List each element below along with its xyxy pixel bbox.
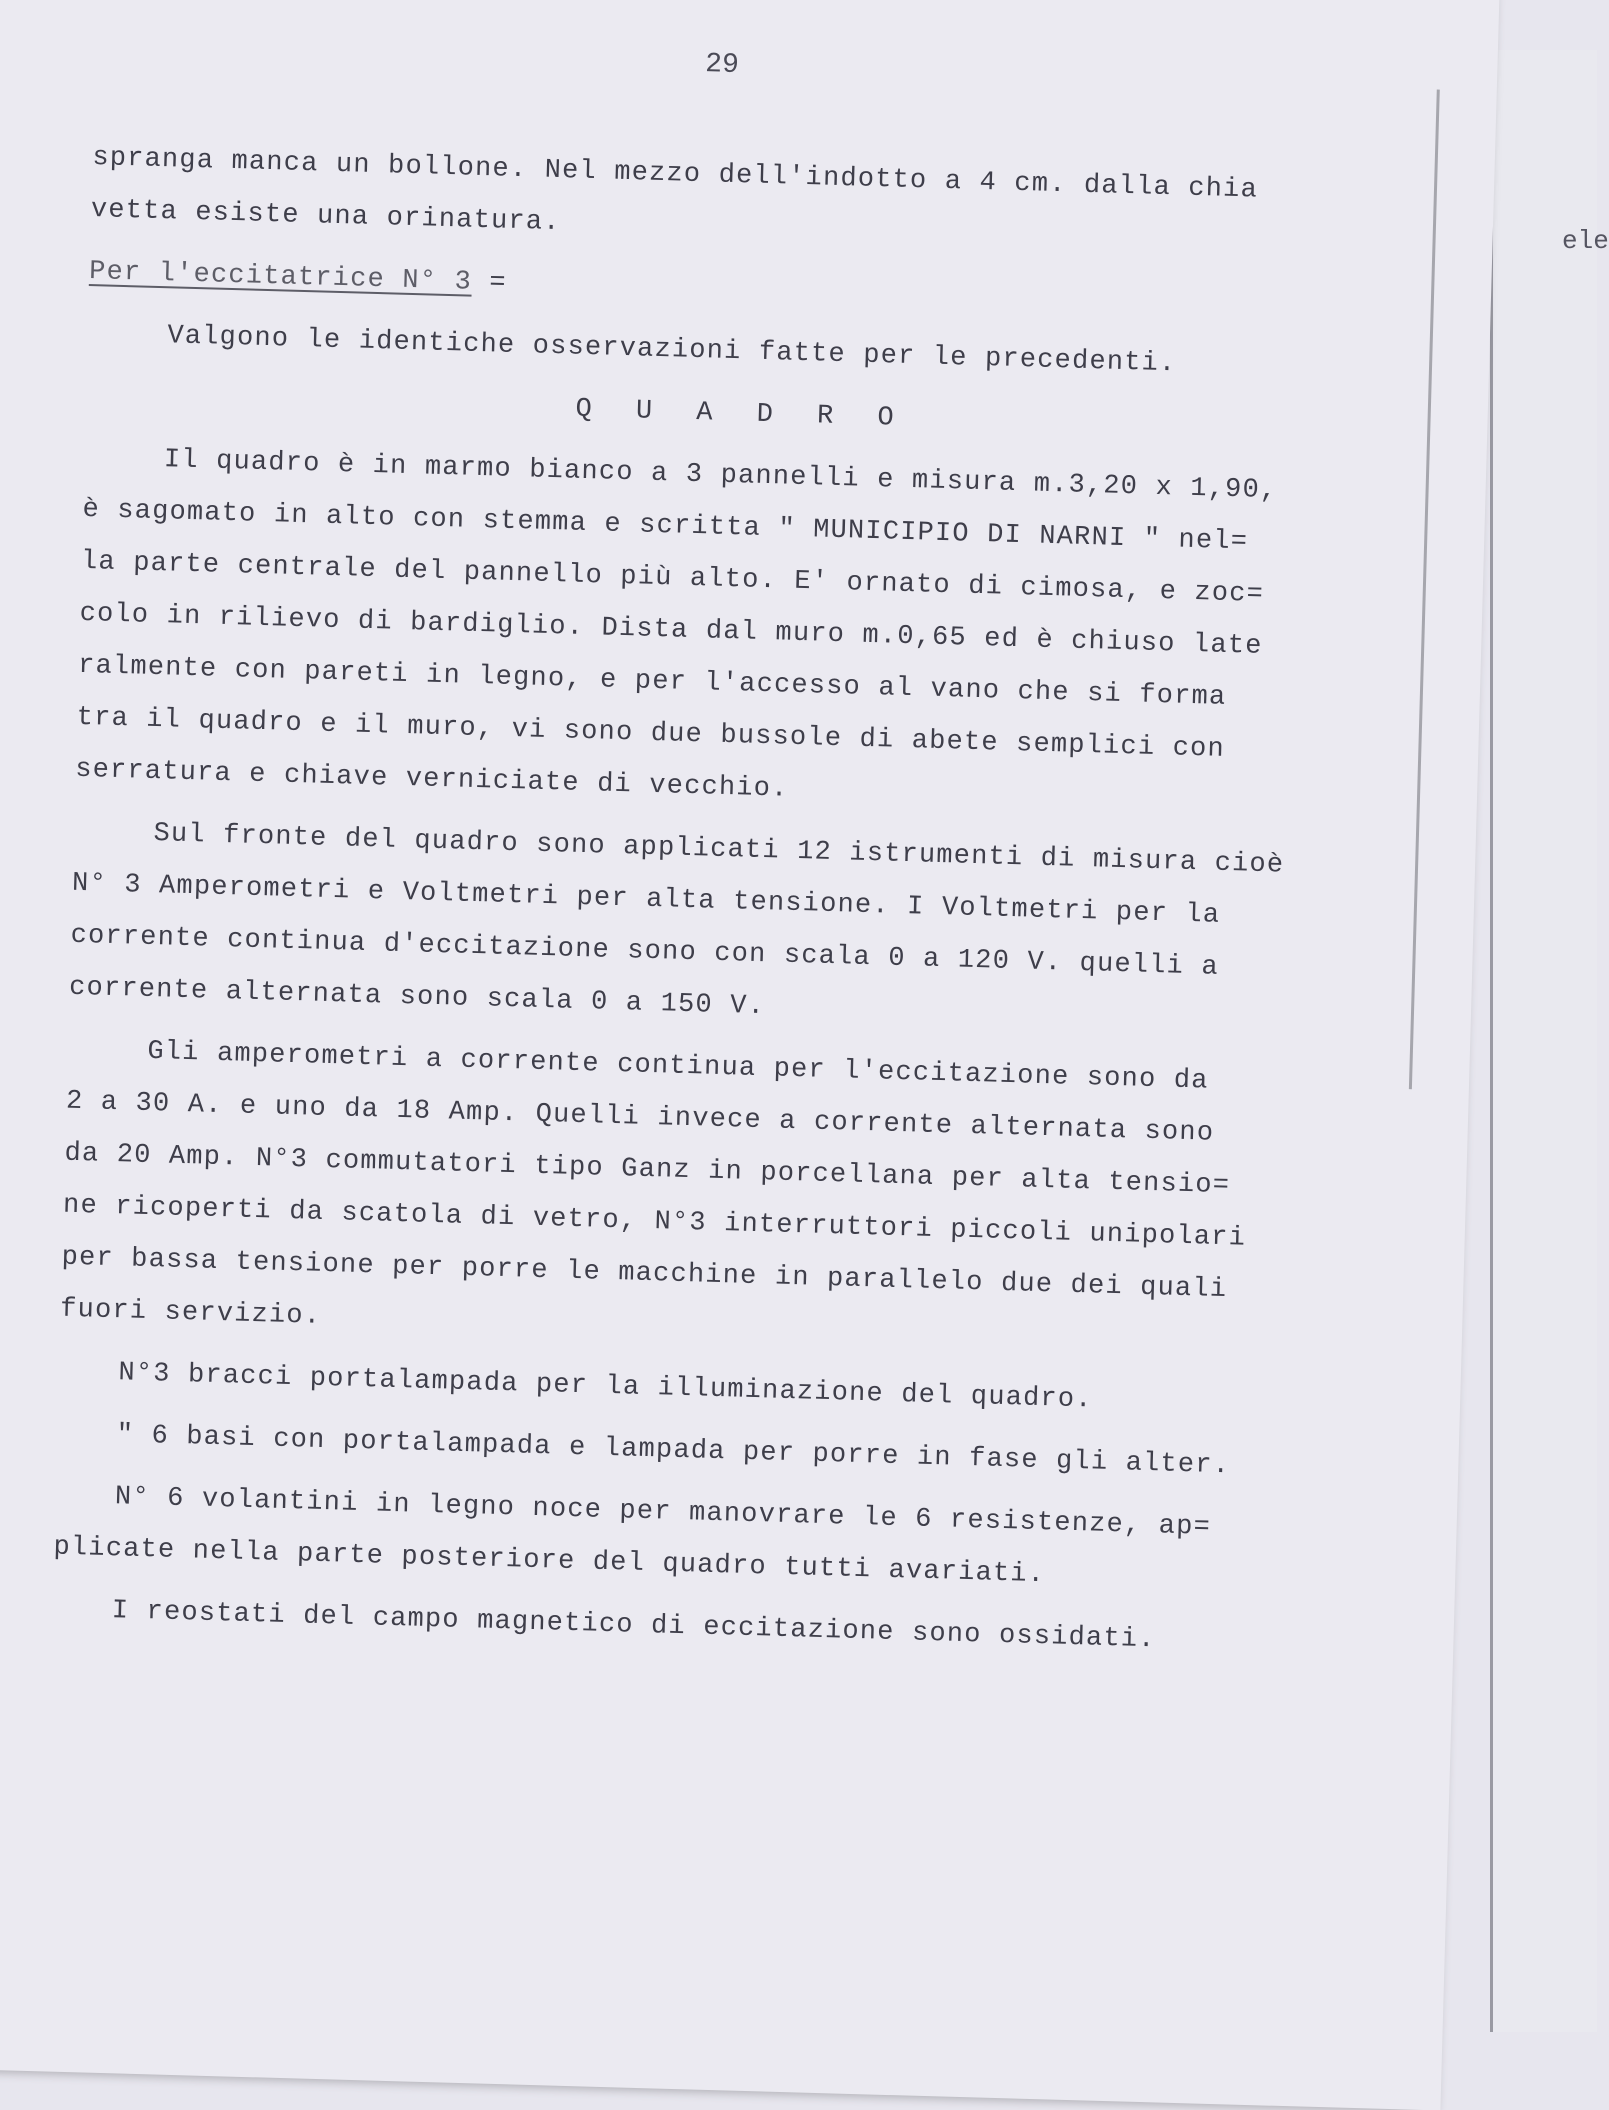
text-line: vetta esiste una orinatura. [90, 195, 562, 239]
text-line: spranga manca un bollone. Nel mezzo dell'indotto a 4 cm. dalla chia [91, 143, 1259, 206]
text-line: " 6 basi con portalampada e lampada per porre in fase gli alter. [116, 1420, 1231, 1482]
section-title: Q U A D R O [575, 394, 909, 434]
text-line: ne ricoperti da scatola di vetro, N°3 interruttori piccoli unipolari [62, 1190, 1247, 1254]
text-line: ralmente con pareti in legno, e per l'accesso al vano che si forma [77, 650, 1227, 713]
text-line: Sul fronte del quadro sono applicati 12 istrumenti di misura cioè [153, 819, 1285, 881]
adjacent-sheet-text-fragment: ele [1562, 226, 1609, 256]
text-line: corrente continua d'eccitazione sono con scala 0 a 120 V. quelli a [70, 920, 1220, 983]
text-line: fuori servizio. [59, 1294, 322, 1332]
text-line: corrente alternata sono scala 0 a 150 V. [68, 972, 766, 1023]
text-line: Gli amperometri a corrente continua per l'eccitazione sono da [147, 1036, 1209, 1097]
page-body-text [51, 132, 1392, 1672]
text-line: per bassa tensione per porre le macchine in parallelo due dei quali [61, 1242, 1228, 1306]
section-heading-label: Per l'eccitatrice N° 3 [88, 257, 473, 298]
page-fold-line [1409, 90, 1440, 1090]
text-line: la parte centrale del pannello più alto. E' ornato di cimosa, e zoc= [80, 546, 1265, 610]
adjacent-sheet [1490, 50, 1597, 2032]
text-line: plicate nella parte posteriore del quadro tutti avariati. [53, 1532, 1046, 1591]
text-line: tra il quadro e il muro, vi sono due bussole di abete semplici con [76, 702, 1226, 765]
text-line: 2 a 30 A. e uno da 18 Amp. Quelli invece a corrente alternata sono [65, 1086, 1215, 1149]
text-line: N° 3 Amperometri e Voltmetri per alta tensione. I Voltmetri per la [71, 868, 1221, 931]
page-number: 29 [704, 49, 740, 82]
text-line: I reostati del campo magnetico di eccitazione sono ossidati. [111, 1596, 1156, 1656]
text-line: serratura e chiave verniciate di vecchio. [74, 754, 789, 805]
text-line: N°3 bracci portalampada per la illuminazione del quadro. [118, 1358, 1094, 1416]
section-heading-suffix: = [471, 267, 508, 299]
text-line: è sagomato in alto con stemma e scritta " MUNICIPIO DI NARNI " nel= [82, 494, 1249, 558]
text-line: Il quadro è in marmo bianco a 3 pannelli e misura m.3,20 x 1,90, [163, 445, 1278, 507]
text-line: da 20 Amp. N°3 commutatori tipo Ganz in porcellana per alta tensio= [64, 1138, 1231, 1202]
text-line: N° 6 volantini in legno noce per manovrare le 6 resistenze, ap= [114, 1482, 1212, 1543]
text-line: Valgono le identiche osservazioni fatte per le precedenti. [166, 321, 1177, 380]
text-line: colo in rilievo di bardiglio. Dista dal muro m.0,65 ed è chiuso late [79, 598, 1263, 662]
